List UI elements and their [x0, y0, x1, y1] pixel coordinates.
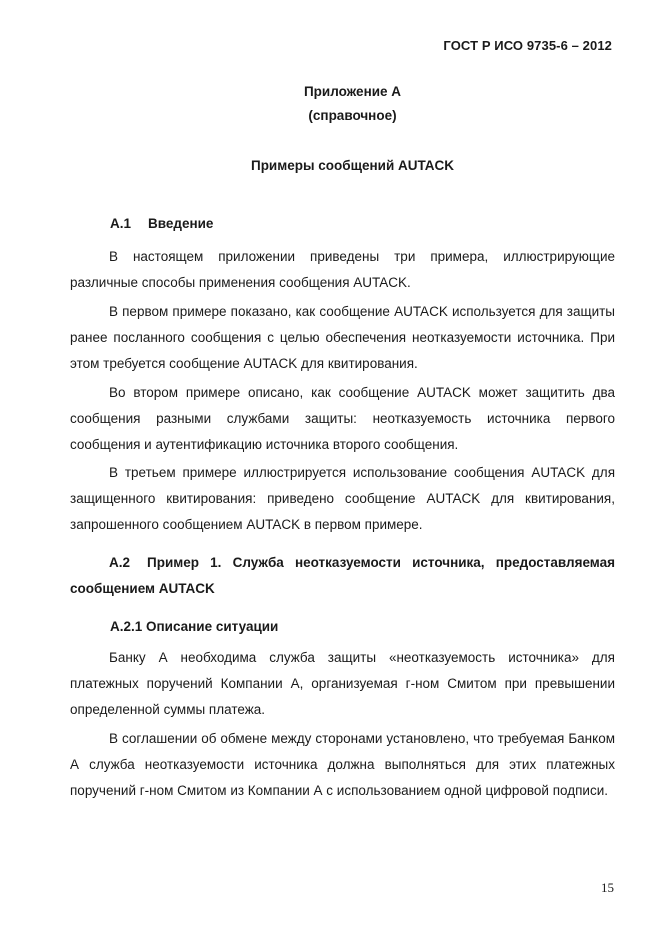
paragraph: В соглашении об обмене между сторонами установлено, что требуемая Банком А служба неотказуемости источника должна выполняться для этих платежных поручений г-ном Смитом из Компании А с использованием одной цифровой подписи. — [70, 731, 615, 798]
section-a1-title: Введение — [148, 216, 214, 231]
section-a1-number: А.1 — [110, 216, 132, 231]
section-a21-heading: А.2.1 Описание ситуации — [110, 619, 279, 634]
paragraph: Во втором примере описано, как сообщение AUTACK может защитить два сообщения разными службами защиты: неотказуемость источника первого сообщения и аутентификацию источника второго сообщения. — [70, 385, 615, 452]
paragraph: Банку А необходима служба защиты «неотказуемость источника» для платежных поручений Компании А, организуемая г-ном Смитом при превышении определенной суммы платежа. — [70, 650, 615, 717]
appendix-heading: Примеры сообщений AUTACK — [250, 158, 454, 173]
section-a2-heading — [70, 550, 615, 602]
document-code: ГОСТ Р ИСО 9735-6 – 2012 — [443, 38, 612, 53]
appendix-title: Приложение А — [303, 84, 402, 99]
section-a2-title: Пример 1. Служба неотказуемости источника, предоставляемая сообщением AUTACK — [70, 555, 615, 596]
section-a2-number: А.2 — [109, 555, 131, 570]
paragraph: В настоящем приложении приведены три примера, иллюстрирующие различные способы применения сообщения AUTACK. — [70, 249, 615, 290]
page-number: 15 — [601, 880, 614, 895]
paragraph: В первом примере показано, как сообщение AUTACK используется для защиты ранее посланного сообщения с целью обеспечения неотказуемости источника. При этом требуется сообщение AUTACK для квитирования. — [70, 304, 615, 371]
appendix-subtitle: (справочное) — [308, 108, 397, 123]
section-a1-heading — [110, 216, 213, 231]
paragraph: В третьем примере иллюстрируется использование сообщения AUTACK для защищенного квитирования: приведено сообщение AUTACK для квитирования, запрошенного сообщением AUTACK в первом примере. — [70, 465, 615, 532]
